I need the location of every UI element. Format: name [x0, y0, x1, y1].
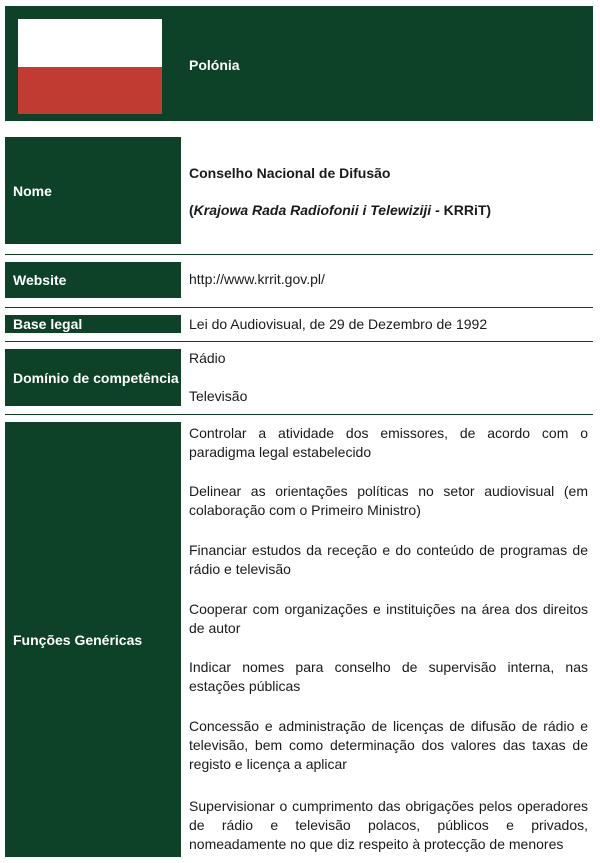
nome-label: Nome	[5, 137, 181, 244]
divider	[5, 254, 593, 255]
divider	[5, 341, 593, 342]
flag-red-stripe	[18, 67, 162, 115]
dominio-item: Rádio	[189, 350, 226, 366]
website-link[interactable]: http://www.krrit.gov.pl/	[189, 271, 325, 287]
base-legal-value: Lei do Audiovisual, de 29 de Dezembro de 1992	[189, 316, 488, 332]
poland-flag-icon	[17, 18, 163, 115]
dominio-label: Domínio de competência	[5, 349, 181, 406]
name-polish	[189, 202, 491, 218]
funcao-item: Indicar nomes para conselho de supervisão interna, nas estações públicas	[189, 659, 588, 694]
name-portuguese: Conselho Nacional de Difusão	[189, 165, 391, 181]
divider	[5, 307, 593, 308]
flag-white-stripe	[18, 19, 162, 67]
funcao-item: Cooperar com organizações e instituições na área dos direitos de autor	[189, 601, 588, 636]
base-legal-label: Base legal	[5, 315, 181, 333]
website-label: Website	[5, 262, 181, 298]
dominio-item: Televisão	[189, 388, 248, 404]
funcao-item: Delinear as orientações políticas no setor audiovisual (em colaboração com o Primeiro Ministro)	[189, 483, 588, 518]
funcao-item: Supervisionar o cumprimento das obrigações pelos operadores de rádio e televisão polacos, públicos e privados, nomeadamente no que diz respeito à protecção de menores	[189, 798, 588, 852]
funcao-item: Concessão e administração de licenças de difusão de rádio e televisão, bem como determinação dos valores das taxas de registo e licença a aplicar	[189, 718, 588, 772]
name-polish-italic: Krajowa Rada Radiofonii i Telewiziji	[193, 202, 432, 218]
country-name: Polónia	[189, 57, 240, 73]
divider	[5, 414, 593, 415]
funcao-item: Financiar estudos da receção e do conteúdo de programas de rádio e televisão	[189, 542, 588, 577]
funcoes-label: Funções Genéricas	[5, 422, 181, 857]
name-abbreviation: - KRRiT)	[431, 202, 492, 218]
funcao-item: Controlar a atividade dos emissores, de acordo com o paradigma legal estabelecido	[189, 425, 588, 460]
name-open-paren: (	[189, 202, 194, 218]
